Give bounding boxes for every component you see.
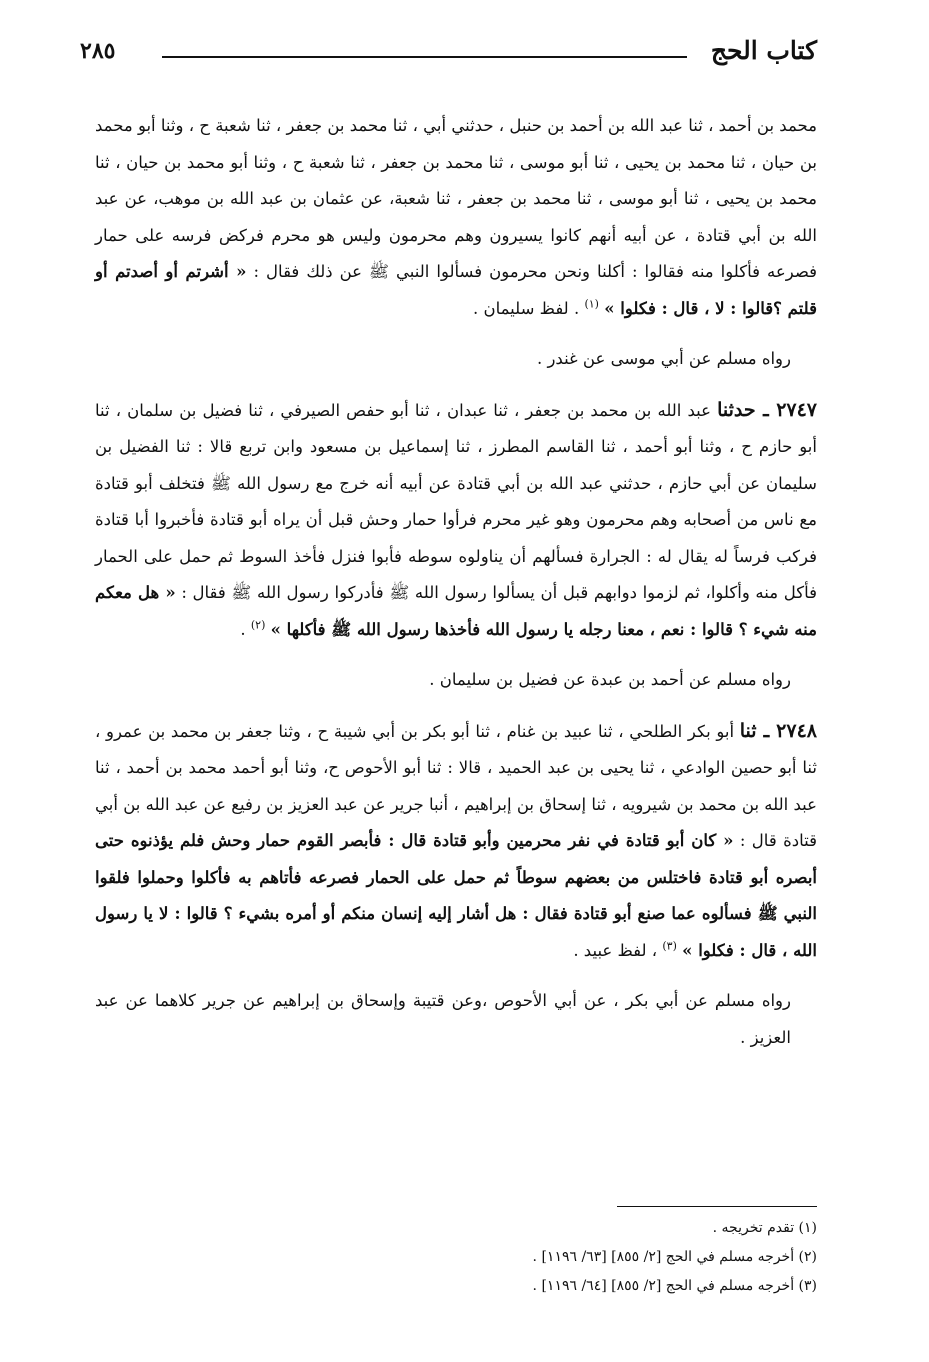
footnote-ref: (٢) (250, 618, 266, 631)
footnote-2: (٢) أخرجه مسلم في الحج [٢/ ٨٥٥] [٦٣/ ١١٩٦] . (532, 1249, 817, 1265)
footnote-1: (١) تقدم تخريجه . (712, 1220, 817, 1236)
footnotes (95, 1214, 817, 1301)
hadith-text: عبد الله بن محمد بن جعفر ، ثنا عبدان ، ثنا أبو حفص الصيرفي ، ثنا فضيل بن سلمان ، ثنا أبو حازم ح ، وثنا أبو أحمد ، ثنا القاسم المطرز ، ثنا إسماعيل بن مسعود وابن تربع قالا : ثنا الفضيل بن سليمان عن أبي حازم ، حدثني عبد الله بن أبي قتادة عن أبيه أنه خرج مع رسول الله ﷺ فتخلف أبو قتادة مع ناس من أصحابه وهم محرمون وهو غير محرم فرأوا حمار وحش قبل أن يراه أبو قتادة فأخبروا أبا قتادة فركب فرساً له يقال له : الجرارة فسألهم أن يناولوه سوطه فأبوا فنزل فأخذ السوط ثم حمل على الحمار فأكل منه وأكلوا، ثم لزموا دوابهم قبل أن يسألوا رسول الله ﷺ فأدركوا رسول الله ﷺ فقال : (95, 400, 818, 602)
prophetic-quote: « كان أبو قتادة في نفر محرمين وأبو قتادة قال : فأبصر القوم حمار وحش فلم يؤذنوه حتى أبصره أبو قتادة فاختلس من بعضهم سوطاً ثم حمل على الحمار فصرعه فأتاهم به فأكلوا وحملوا فلقوا النبي ﷺ فسألوه عما صنع أبو قتادة فقال : هل أشار إليه إنسان منكم أو أمره بشيء ؟ قالوا : لا يا رسول الله ، قال : فكلوا » (95, 831, 817, 960)
hadith-continuation (95, 108, 817, 327)
footnote-ref: (١) (584, 297, 599, 310)
prophetic-quote: « أشرتم أو أصدتم أو قلتم ؟قالوا : لا ، قال : فكلوا » (95, 262, 817, 318)
hadith-trailing: . (240, 619, 246, 639)
riwayah-note: رواه مسلم عن أبي بكر ، عن أبي الأحوص ،وعن قتيبة وإسحاق بن إبراهيم عن جرير كلاهما عن عبد العزيز . (95, 991, 791, 1047)
hadith-entry (95, 392, 817, 649)
riwayah-note: رواه مسلم عن أبي موسى عن غندر . (536, 349, 791, 368)
hadith-number: ٢٧٤٧ ـ حدثنا (717, 398, 818, 421)
footnote-3: (٣) أخرجه مسلم في الحج [٢/ ٨٥٥] [٦٤/ ١١٩٦] . (532, 1278, 817, 1294)
riwayah-note: رواه مسلم عن أحمد بن عبدة عن فضيل بن سليمان . (429, 670, 791, 689)
hadith-trailing: . لفظ سليمان . (472, 298, 580, 318)
page-header (80, 36, 817, 76)
footnote-ref: (٣) (662, 939, 677, 952)
hadith-text: محمد بن أحمد ، ثنا عبد الله بن أحمد بن حنبل ، حدثني أبي ، ثنا محمد بن جعفر ، ثنا شعبة ح ، وثنا أبو محمد بن حيان ، ثنا محمد بن يحيى ، ثنا أبو موسى ، ثنا محمد بن جعفر ، ثنا شعبة ح ، وثنا أبو محمد بن حيان ، ثنا محمد بن يحيى ، ثنا أبو موسى ، ثنا محمد بن جعفر ، ثنا شعبة، عن عثمان بن عبد الله بن موهب، عن عبد الله بن أبي قتادة ، عن أبيه أنهم كانوا يسيرون وهم محرمون وليس هو محرم فركض فرسه على حمار فصرعه فأكلوا منه فقالوا : أكلنا ونحن محرمون فسألوا النبي ﷺ عن ذلك فقال : (95, 116, 818, 281)
hadith-entry (95, 713, 817, 970)
footnote-separator (617, 1206, 817, 1207)
page-number: ٢٨٥ (80, 38, 116, 64)
hadith-text: أبو بكر الطلحي ، ثنا عبيد بن غنام ، ثنا أبو بكر بن أبي شيبة ح ، وثنا جعفر بن محمد بن عمرو ، ثنا أبو حصين الوادعي ، ثنا يحيى بن عبد الحميد ، قالا : ثنا أبو الأحوص ح، وثنا أبو أحمد محمد بن أحمد ، ثنا عبد الله بن محمد بن شيرويه ، ثنا إسحاق بن إبراهيم ، أنبا جرير عن عبد العزيز بن رفيع عن عبد الله بن أبي قتادة قال : (95, 721, 817, 850)
hadith-trailing: ، لفظ عبيد . (573, 940, 658, 960)
prophetic-quote: « هل معكم منه شيء ؟ قالوا : نعم ، معنا رجله يا رسول الله فأخذها رسول الله ﷺ فأكلها » (95, 583, 817, 639)
book-title: كتاب الحج (710, 36, 817, 65)
header-rule (162, 56, 687, 58)
hadith-number: ٢٧٤٨ ـ ثنا (739, 719, 817, 742)
page-body (95, 108, 817, 1056)
